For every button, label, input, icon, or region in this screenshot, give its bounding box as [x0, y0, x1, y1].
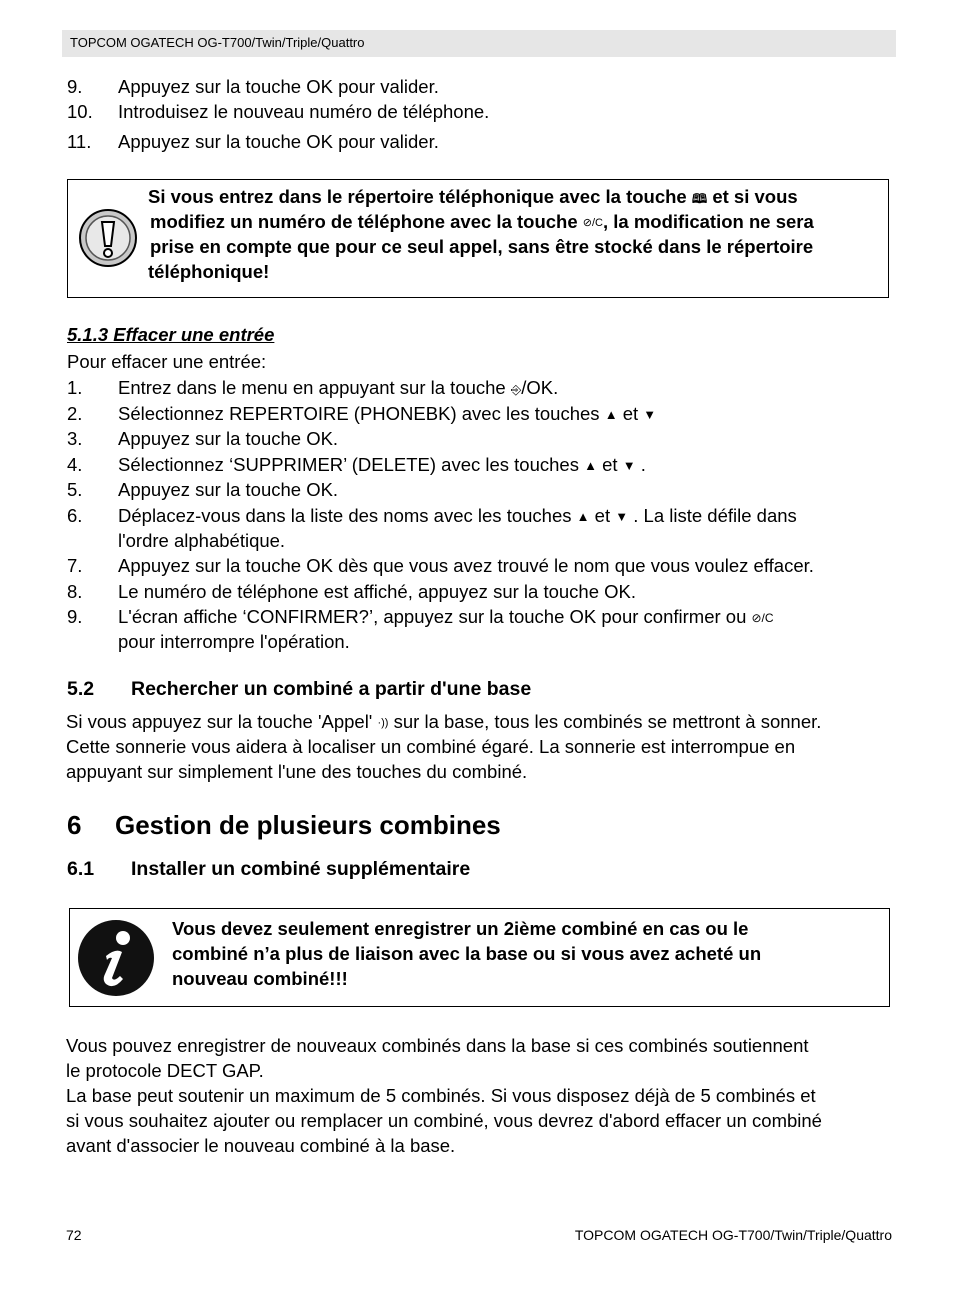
- footer-title: TOPCOM OGATECH OG-T700/Twin/Triple/Quattro: [574, 1227, 892, 1243]
- info-line: Vous devez seulement enregistrer un 2ième combiné en cas ou le: [172, 918, 749, 939]
- info-line: nouveau combiné!!!: [172, 968, 348, 989]
- step-number: 8.: [67, 581, 83, 602]
- section-heading: Rechercher un combiné a partir d'une base: [131, 678, 532, 700]
- step-text: Déplacez-vous dans la liste des noms avec les touches ▲ et ▼ . La liste défile dans: [118, 505, 797, 526]
- step-text: l'ordre alphabétique.: [118, 530, 286, 551]
- menu-key-icon: ⎆: [510, 381, 522, 397]
- down-arrow-icon: ▼: [615, 509, 629, 524]
- clear-key-icon: ⊘/C: [582, 216, 603, 229]
- down-arrow-icon: ▼: [643, 407, 657, 422]
- warning-line: Si vous entrez dans le répertoire téléphonique avec la touche 🕮 et si vous: [148, 184, 798, 211]
- step-number: 11.: [67, 131, 92, 152]
- down-arrow-icon: ▼: [622, 458, 636, 473]
- step-number: 6.: [67, 505, 83, 526]
- step-number: 2.: [67, 403, 83, 424]
- info-icon: [76, 918, 156, 998]
- section-number: 6.1: [67, 858, 95, 880]
- paragraph-line: le protocole DECT GAP.: [66, 1060, 264, 1081]
- step-text: Entrez dans le menu en appuyant sur la touche ⎆/OK.: [118, 375, 558, 402]
- step-text: Appuyez sur la touche OK dès que vous avez trouvé le nom que vous voulez effacer.: [118, 555, 814, 576]
- paragraph-line: avant d'associer le nouveau combiné à la base.: [66, 1135, 456, 1156]
- up-arrow-icon: ▲: [604, 407, 618, 422]
- step-text: pour interrompre l'opération.: [118, 631, 350, 652]
- ring-key-icon: ·)): [377, 716, 389, 729]
- warning-line: téléphonique!: [148, 261, 270, 282]
- chapter-number: 6: [67, 810, 82, 840]
- paragraph-line: si vous souhaitez ajouter ou remplacer un combiné, vous devrez d'abord effacer un combiné: [66, 1110, 822, 1131]
- paragraph-line: Cette sonnerie vous aidera à localiser un combiné égaré. La sonnerie est interrompue en: [66, 736, 796, 757]
- step-text: Sélectionnez REPERTOIRE (PHONEBK) avec les touches ▲ et ▼: [118, 403, 657, 424]
- step-text: Introduisez le nouveau numéro de téléphone.: [118, 101, 490, 122]
- step-number: 7.: [67, 555, 83, 576]
- intro-text: Pour effacer une entrée:: [67, 351, 267, 372]
- info-note-box: [69, 908, 890, 1007]
- chapter-heading: Gestion de plusieurs combines: [115, 810, 501, 840]
- paragraph-line: Si vous appuyez sur la touche 'Appel' ·)) sur la base, tous les combinés se mettront à sonner.: [66, 709, 821, 736]
- warning-note-box: [67, 179, 889, 298]
- warning-line: modifiez un numéro de téléphone avec la touche ⊘/C, la modification ne sera: [150, 209, 814, 236]
- running-header: [62, 30, 896, 57]
- step-text: Appuyez sur la touche OK.: [118, 479, 339, 500]
- step-text: Appuyez sur la touche OK pour valider.: [118, 131, 439, 152]
- paragraph-line: Vous pouvez enregistrer de nouveaux combinés dans la base si ces combinés soutiennent: [66, 1035, 809, 1056]
- phonebook-key-icon: 🕮: [691, 190, 708, 206]
- warning-line: prise en compte que pour ce seul appel, sans être stocké dans le répertoire: [150, 236, 814, 257]
- step-text: L'écran affiche ‘CONFIRMER?’, appuyez sur la touche OK pour confirmer ou ⊘/C: [118, 604, 774, 631]
- page-number: 72: [66, 1227, 82, 1243]
- paragraph-line: appuyant sur simplement l'une des touches du combiné.: [66, 761, 528, 782]
- up-arrow-icon: ▲: [576, 509, 590, 524]
- clear-key-icon: ⊘/C: [751, 610, 774, 625]
- info-line: combiné n’a plus de liaison avec la base ou si vous avez acheté un: [172, 943, 762, 964]
- step-number: 5.: [67, 479, 83, 500]
- warning-icon: [78, 208, 138, 268]
- step-text: Le numéro de téléphone est affiché, appuyez sur la touche OK.: [118, 581, 636, 602]
- step-number: 9.: [67, 606, 83, 627]
- subsection-heading: 5.1.3 Effacer une entrée: [67, 324, 275, 345]
- step-number: 3.: [67, 428, 83, 449]
- step-text: Appuyez sur la touche OK.: [118, 428, 339, 449]
- step-number: 9.: [67, 76, 83, 97]
- header-title: TOPCOM OGATECH OG-T700/Twin/Triple/Quattro: [70, 35, 365, 50]
- paragraph-line: La base peut soutenir un maximum de 5 combinés. Si vous disposez déjà de 5 combinés et: [66, 1085, 816, 1106]
- step-text: Sélectionnez ‘SUPPRIMER’ (DELETE) avec les touches ▲ et ▼ .: [118, 454, 646, 475]
- up-arrow-icon: ▲: [584, 458, 597, 473]
- step-number: 10.: [67, 101, 93, 122]
- step-number: 4.: [67, 454, 83, 475]
- step-text: Appuyez sur la touche OK pour valider.: [118, 76, 439, 97]
- step-number: 1.: [67, 377, 83, 398]
- section-number: 5.2: [67, 678, 95, 700]
- section-heading: Installer un combiné supplémentaire: [131, 858, 471, 880]
